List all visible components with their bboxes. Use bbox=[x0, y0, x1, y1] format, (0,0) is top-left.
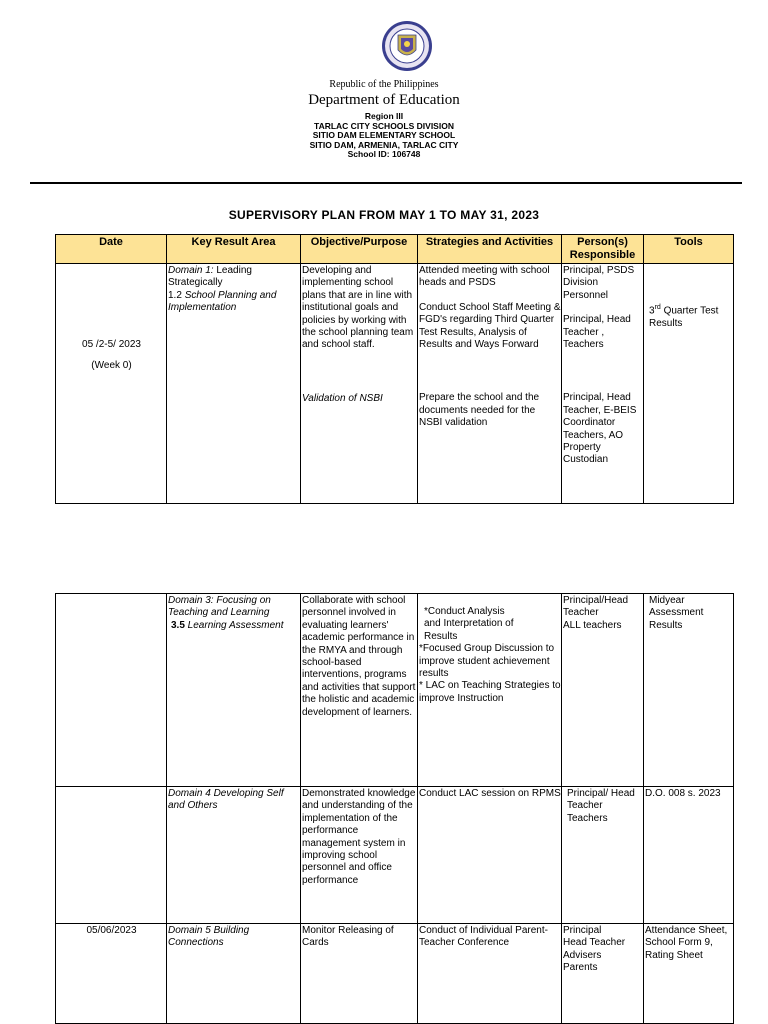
tools-cell: Midyear Assessment Results bbox=[644, 594, 734, 787]
strategies-cell bbox=[418, 264, 562, 504]
strategy-1b: Conduct School Staff Meeting & FGD's regarding Third Quarter Test Results, Analysis of Results and Ways Forward bbox=[419, 301, 561, 351]
persons-cell: Principal Head Teacher Advisers Parents bbox=[562, 924, 644, 1024]
kra-sub: Learning Assessment bbox=[184, 619, 284, 631]
kra-cell: Domain 5 Building Connections bbox=[167, 924, 301, 1024]
strategies-cell: Conduct LAC session on RPMS bbox=[418, 787, 562, 924]
col-header-tools: Tools bbox=[644, 235, 734, 264]
header-details bbox=[0, 112, 768, 160]
deped-seal-logo bbox=[381, 20, 433, 72]
col-header-persons: Person(s) Responsible bbox=[562, 235, 644, 264]
supervisory-plan-table-1 bbox=[55, 234, 734, 504]
strategies-cell bbox=[418, 594, 562, 787]
kra-domain-rest: Leading Strategically bbox=[168, 265, 252, 289]
date-cell-empty bbox=[56, 594, 167, 787]
division-line: TARLAC CITY SCHOOLS DIVISION bbox=[314, 120, 454, 131]
objective-2: Validation of NSBI bbox=[302, 392, 383, 404]
kra-domain: Domain 1: bbox=[168, 265, 214, 276]
republic-line: Republic of the Philippines bbox=[329, 79, 439, 90]
tools-1: 3rd Quarter Test Results bbox=[649, 304, 719, 329]
table-header-row bbox=[56, 235, 734, 264]
date-main: 05 /2-5/ 2023 bbox=[82, 339, 141, 350]
persons-cell bbox=[562, 264, 644, 504]
date-week: (Week 0) bbox=[91, 360, 132, 372]
persons-cell: Principal/Head Teacher ALL teachers bbox=[562, 594, 644, 787]
table-row bbox=[56, 924, 734, 1024]
persons-cell: Principal/ Head Teacher Teachers bbox=[562, 787, 644, 924]
kra-sub-num: 1.2 bbox=[168, 289, 185, 301]
address-line: SITIO DAM, ARMENIA, TARLAC CITY bbox=[309, 139, 459, 150]
col-header-date: Date bbox=[56, 235, 167, 264]
table-row bbox=[56, 594, 734, 787]
header-divider bbox=[30, 182, 742, 184]
objective-cell: Demonstrated knowledge and understanding of the implementation of the performance management system in improving school personnel and office performance bbox=[301, 787, 418, 924]
objective-1: Developing and implementing school plans that are in line with institutional goals and policies by working with the school planning team and school staff. bbox=[302, 265, 414, 351]
date-cell bbox=[56, 264, 167, 504]
objective-cell: Monitor Releasing of Cards bbox=[301, 924, 418, 1024]
kra-sub: School Planning and Implementation bbox=[168, 289, 277, 314]
tools-cell: D.O. 008 s. 2023 bbox=[644, 787, 734, 924]
strategy-b: *Focused Group Discussion to improve student achievement results bbox=[419, 643, 555, 680]
col-header-kra: Key Result Area bbox=[167, 235, 301, 264]
table-row bbox=[56, 787, 734, 924]
strategies-cell: Conduct of Individual Parent-Teacher Conference bbox=[418, 924, 562, 1024]
persons-2: Principal, Head Teacher, E-BEIS Coordinator Teachers, AO Property Custodian bbox=[563, 392, 637, 466]
objective-cell bbox=[301, 264, 418, 504]
school-id-line: School ID: 106748 bbox=[347, 149, 421, 160]
col-header-objective: Objective/Purpose bbox=[301, 235, 418, 264]
kra-cell bbox=[167, 264, 301, 504]
strategy-a: *Conduct Analysis and Interpretation of Results bbox=[424, 606, 514, 642]
kra-domain-3: Domain 3: Focusing on Teaching and Learning bbox=[168, 595, 271, 619]
table-row bbox=[56, 264, 734, 504]
date-cell: 05/06/2023 bbox=[56, 924, 167, 1024]
supervisory-plan-table-2 bbox=[55, 593, 734, 1024]
region-line: Region III bbox=[364, 111, 404, 121]
department-name: Department of Education bbox=[308, 92, 460, 108]
objective-cell: Collaborate with school personnel involved in evaluating learners' academic performance in the RMYA and through school-based interventions, programs and activities that support the holistic and academic development of learners. bbox=[301, 594, 418, 787]
strategy-2: Prepare the school and the documents needed for the NSBI validation bbox=[419, 392, 540, 429]
tools-cell: Attendance Sheet, School Form 9, Rating Sheet bbox=[644, 924, 734, 1024]
kra-cell bbox=[167, 594, 301, 787]
plan-title: SUPERVISORY PLAN FROM MAY 1 TO MAY 31, 2023 bbox=[228, 208, 540, 222]
tools-cell bbox=[644, 264, 734, 504]
kra-cell: Domain 4 Developing Self and Others bbox=[167, 787, 301, 924]
strategy-1a: Attended meeting with school heads and PSDS bbox=[419, 265, 550, 289]
date-cell-empty bbox=[56, 787, 167, 924]
col-header-strategies: Strategies and Activities bbox=[418, 235, 562, 264]
school-line: SITIO DAM ELEMENTARY SCHOOL bbox=[312, 130, 456, 141]
kra-num: 3.5 bbox=[171, 619, 185, 631]
persons-1a: Principal, PSDS Division Personnel bbox=[563, 265, 635, 301]
persons-1b: Principal, Head Teacher , Teachers bbox=[563, 314, 631, 351]
strategy-c: * LAC on Teaching Strategies to improve Instruction bbox=[419, 680, 561, 704]
